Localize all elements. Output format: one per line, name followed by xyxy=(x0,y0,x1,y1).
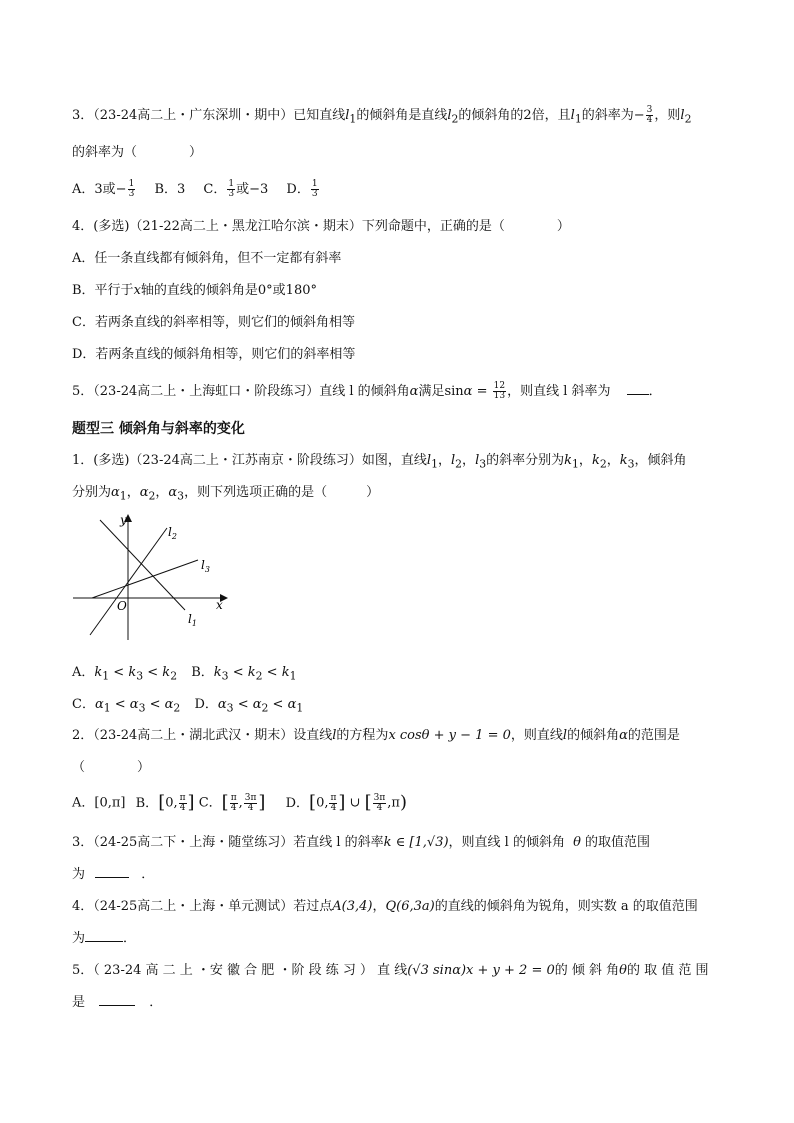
line-l3 xyxy=(92,560,198,598)
l2-letter: l xyxy=(168,525,172,539)
line-figure xyxy=(70,510,235,645)
s5-theta: θ xyxy=(619,963,627,978)
s5-equation: (√3 sinα)x + y + 2 = 0 xyxy=(407,963,555,978)
q3-option-c: C． xyxy=(203,182,227,197)
s1-line1c: ，倾斜角 xyxy=(634,453,687,468)
s2-line1: 2．（23-24高二上・湖北武汉・期末）设直线 xyxy=(72,728,333,743)
q5-fraction xyxy=(493,382,506,401)
s5-answer-blank[interactable] xyxy=(99,1005,135,1006)
s2-line2: （ ） xyxy=(72,760,151,775)
s3-line2-text: 为 xyxy=(72,867,86,882)
s4-line1: 4．（24-25高二上・上海・单元测试）若过点 xyxy=(72,899,333,914)
q3-option-d: D． xyxy=(286,182,310,197)
s1-line1: 1．(多选)（23-24高二上・江苏南京・阶段练习）如图，直线 xyxy=(72,453,427,468)
l1-sub: 1 xyxy=(191,619,197,628)
s4-post: 的直线的倾斜角为锐角，则实数 a 的取值范围 xyxy=(434,899,698,914)
q3-option-b: B．3 xyxy=(154,182,186,197)
s1-line2b: ，则下列选项正确的是（ ） xyxy=(184,485,380,500)
s1-stem-2: 分别为$\alpha_1$，$\alpha_2$，$\alpha_3$，则下列选项正确的是（ ） xyxy=(72,485,380,503)
q5-eq: = xyxy=(472,384,492,399)
q3-option-a: A．3或 xyxy=(72,182,116,197)
q3-option-c-tail: 或−3 xyxy=(236,182,269,197)
s1-line1b: 的斜率分别为 xyxy=(486,453,565,468)
s4-point-a: A(3,4) xyxy=(332,899,373,914)
q3-mid3: 的斜率为 xyxy=(581,108,634,123)
s1-option-b: B． xyxy=(191,665,214,680)
l3-sub: 3 xyxy=(204,565,210,574)
s2-option-b: B． xyxy=(135,795,159,811)
s3-answer-blank[interactable] xyxy=(95,877,129,878)
q4-b-post: 轴的直线的倾斜角是0°或180° xyxy=(140,283,317,298)
l1-letter: l xyxy=(188,612,192,626)
frac-1-3: $\frac{1}{3}$ xyxy=(128,179,135,199)
q3-mid1: 的倾斜角是直线 xyxy=(356,108,448,123)
s3-line1: 3．（24-25高二下・上海・随堂练习）若直线 l 的斜率 xyxy=(72,835,384,850)
frac-1-3: $\frac{1}{3}$ xyxy=(228,179,235,199)
q5-num: 12 xyxy=(493,381,506,391)
q3-line2: 的斜率为（ ） xyxy=(72,145,203,160)
l1-label xyxy=(188,612,197,628)
s2-post: ，则直线 xyxy=(510,728,563,743)
q3-end: ，则 xyxy=(654,108,681,123)
s3-k-range: k ∈ [1,√3) xyxy=(383,835,449,850)
s4-point-q: Q(6,3a) xyxy=(385,899,435,914)
s1-option-c: C． xyxy=(72,697,95,712)
q3-prefix: 3．（23-24高二上・广东深圳・期中）已知直线 xyxy=(72,108,346,123)
axis-x-label: x xyxy=(216,598,223,612)
frac-1-3: $\frac{1}{3}$ xyxy=(311,179,318,199)
s5-line2 xyxy=(72,993,722,1013)
s5-post: 的 倾 斜 角 xyxy=(554,963,620,978)
s2-option-d: D． xyxy=(285,795,310,811)
s3-post: ，则直线 l 的倾斜角 xyxy=(448,835,565,850)
s3-theta: θ xyxy=(573,835,581,850)
s3-line2 xyxy=(72,865,722,885)
s5-post2: 的 取 值 范 围 xyxy=(626,963,709,978)
s4-answer-blank[interactable] xyxy=(85,941,123,942)
q4-option-b xyxy=(72,281,722,301)
s5-line2-text: 是 xyxy=(72,995,86,1010)
l3-label xyxy=(201,558,210,574)
s1-line2: 分别为 xyxy=(72,485,112,500)
s5-line1: 5．（ 23-24 高 二 上 ・安 徽 合 肥 ・阶 段 练 习 ） 直 线 xyxy=(72,963,408,978)
s2-post2: 的倾斜角 xyxy=(567,728,620,743)
l3-letter: l xyxy=(201,558,205,572)
q3-options: A．3或− $\frac{1}{3}$ B．3 C． $\frac{1}{3}$ 或−3 D． $\frac{1}{3}$ xyxy=(72,179,318,199)
q5-post: ，则直线 l 斜率为 xyxy=(507,384,611,399)
s4-tail: ． xyxy=(123,931,137,946)
section-header: 题型三 倾斜角与斜率的变化 xyxy=(72,421,245,437)
q4-stem: 4．(多选)（21-22高二上・黑龙江哈尔滨・期末）下列命题中，正确的是（ ） xyxy=(72,219,570,234)
q5-answer-blank[interactable] xyxy=(627,394,649,395)
s5-tail: ． xyxy=(149,995,163,1010)
q4-option-a: A．任一条直线都有倾斜角，但不一定都有斜率 xyxy=(72,251,342,266)
q3-stem: 3．（23-24高二上・广东深圳・期中）已知直线$l_1$的倾斜角是直线$l_2$的倾斜角的2倍，且$l_1$的斜率为− $\frac{3}{4}$ ，则$l_2$ xyxy=(72,105,692,126)
axis-y-label: y xyxy=(120,513,127,527)
s2-option-c: C． xyxy=(198,795,222,811)
q5-tail: ． xyxy=(648,384,662,399)
q5-mid: 满足sin xyxy=(418,384,464,399)
s1-stem: 1．(多选)（23-24高二上・江苏南京・阶段练习）如图，直线$l_1$，$l_2$，$l_3$的斜率分别为$k_1$，$k_2$，$k_3$，倾斜角 xyxy=(72,453,687,471)
s4-line2 xyxy=(72,929,722,949)
q4-option-c: C．若两条直线的斜率相等，则它们的倾斜角相等 xyxy=(72,315,355,330)
l2-label xyxy=(168,525,177,541)
s2-stem: 2．（23-24高二上・湖北武汉・期末）设直线l的方程为x cosθ + y − 1 = 0，则直线l的倾斜角α的范围是 xyxy=(72,728,680,743)
s2-equation: x cosθ + y − 1 = 0 xyxy=(388,728,511,743)
l2-sub: 2 xyxy=(171,532,177,541)
s3-stem xyxy=(72,833,722,853)
s2-option-a: A．[0,π] xyxy=(72,795,126,811)
q5-stem: 5．（23-24高二上・上海虹口・阶段练习）直线 l 的倾斜角α满足sinα = $\frac{12}{13}$ ，则直线 l 斜率为 ． xyxy=(72,381,662,401)
s1-option-d: D． xyxy=(194,697,218,712)
q4-b-pre: B．平行于 xyxy=(72,283,134,298)
q4-option-d: D．若两条直线的倾斜角相等，则它们的斜率相等 xyxy=(72,347,356,362)
s2-post3: 的范围是 xyxy=(627,728,680,743)
q3-mid2: 的倾斜角的2倍，且 xyxy=(458,108,571,123)
s3-post2: 的取值范围 xyxy=(584,835,650,850)
s4-line2-text: 为 xyxy=(72,931,86,946)
q4-b-var: x xyxy=(133,283,141,298)
s2-options: A．[0,π] B．[0, $\frac{\pi}{4}$ ] C．[ $\frac{\pi}{4}$ , $\frac{3\pi}{4}$ ] D．[0, $\frac{\pi}{4}$ ] ∪ [ $\frac{3\pi}{4}$ ,π) xyxy=(72,792,407,813)
s2-mid: 的方程为 xyxy=(336,728,389,743)
s3-tail: ． xyxy=(141,867,155,882)
s4-stem: 4．（24-25高二上・上海・单元测试）若过点A(3,4)，Q(6,3a)的直线的倾斜角为锐角，则实数 a 的取值范围 xyxy=(72,899,698,914)
s1-options-cd: C．$\alpha_1 < \alpha_3 < \alpha_2$ D．$\alpha_3 < \alpha_2 < \alpha_1$ xyxy=(72,697,304,715)
q3-slope-fraction: $\frac{3}{4}$ xyxy=(646,105,653,125)
origin-label: O xyxy=(117,599,127,613)
s1-options-ab: A．$k_1 < k_3 < k_2$ B．$k_3 < k_2 < k_1$ xyxy=(72,665,297,683)
s1-option-a: A． xyxy=(72,665,95,680)
q5-pre: 5．（23-24高二上・上海虹口・阶段练习）直线 l 的倾斜角 xyxy=(72,384,410,399)
q5-den: 13 xyxy=(493,391,506,401)
s5-stem xyxy=(72,961,722,981)
